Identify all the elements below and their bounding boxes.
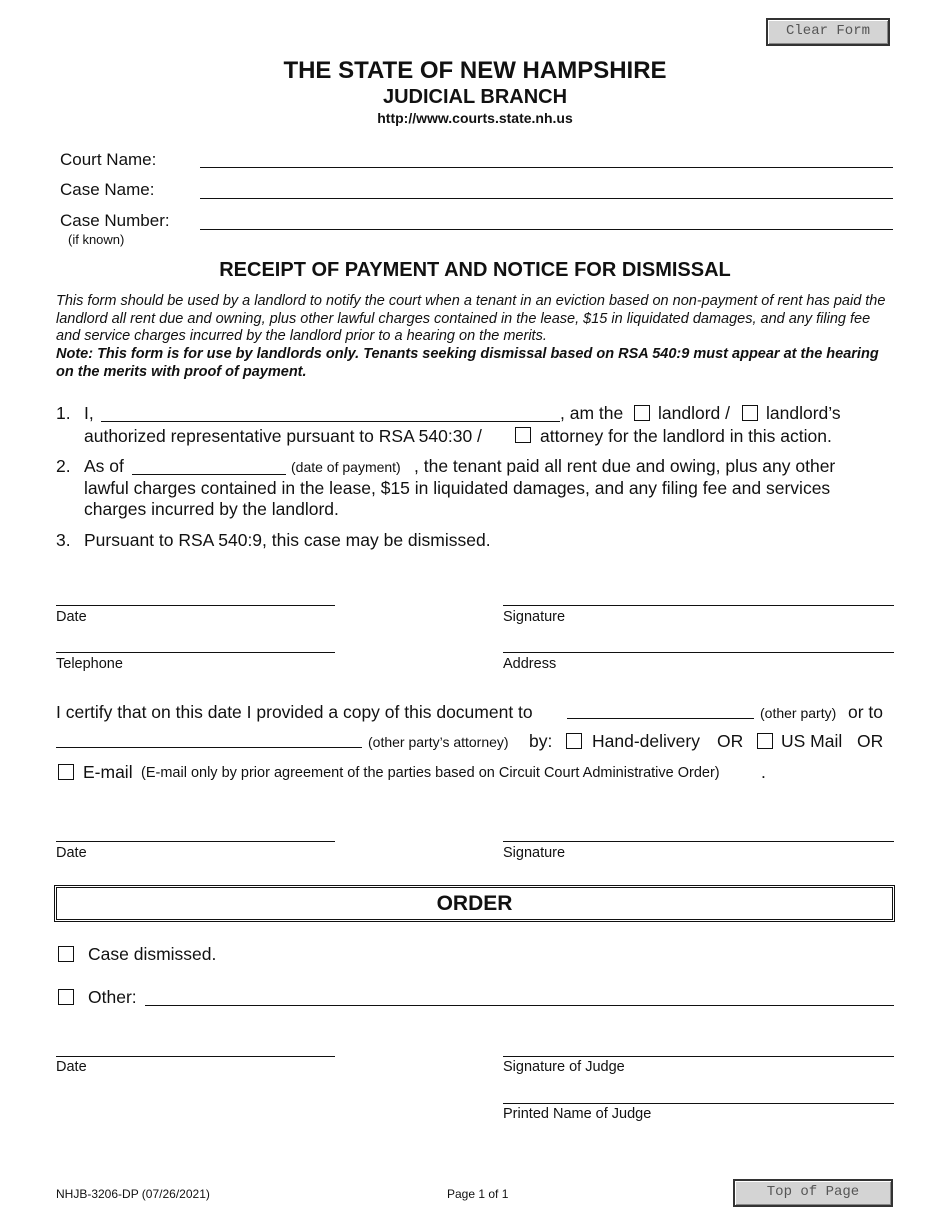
item1-landlords-label: landlord’s [766, 403, 841, 423]
item1-landlord-label: landlord / [658, 403, 730, 423]
telephone-label: Telephone [56, 656, 123, 672]
email-label: E-mail [83, 762, 133, 782]
certify-text: I certify that on this date I provided a copy of this document to [56, 702, 533, 722]
payment-date-field[interactable] [132, 474, 286, 475]
other-party-field[interactable] [567, 718, 754, 719]
item2-text3: charges incurred by the landlord. [84, 499, 339, 519]
order-heading: ORDER [54, 885, 895, 922]
item1-line2b: attorney for the landlord in this action. [540, 426, 832, 446]
other-order-field[interactable] [145, 1005, 894, 1006]
court-name-field[interactable] [200, 167, 893, 168]
judge-printed-name-label: Printed Name of Judge [503, 1106, 652, 1122]
cert-signature-label: Signature [503, 845, 566, 861]
court-url: http://www.courts.state.nh.us [377, 110, 573, 126]
landlord-checkbox[interactable] [634, 405, 650, 421]
cert-signature-field[interactable] [503, 841, 894, 842]
telephone-field[interactable] [56, 652, 335, 653]
order-date-label: Date [56, 1059, 87, 1075]
email-note: (E-mail only by prior agreement of the parties based on Circuit Court Administrative Order) [141, 765, 720, 781]
judge-printed-name-field[interactable] [503, 1103, 894, 1104]
clear-form-button[interactable]: Clear Form [766, 18, 890, 46]
case-name-label: Case Name: [60, 180, 155, 199]
court-name-label: Court Name: [60, 150, 157, 169]
case-dismissed-label: Case dismissed. [88, 944, 217, 964]
item2-date-hint: (date of payment) [291, 459, 401, 475]
if-known-note: (if known) [68, 232, 125, 247]
or-text-1: OR [717, 731, 744, 751]
other-checkbox[interactable] [58, 989, 74, 1005]
item1-number: 1. [56, 403, 71, 423]
address-field[interactable] [503, 652, 894, 653]
item3-text: Pursuant to RSA 540:9, this case may be dismissed. [84, 530, 491, 550]
by-text: by: [529, 731, 553, 751]
top-of-page-button[interactable]: Top of Page [733, 1179, 893, 1207]
form-title: RECEIPT OF PAYMENT AND NOTICE FOR DISMISSAL [219, 259, 731, 281]
us-mail-label: US Mail [781, 731, 843, 751]
hand-delivery-checkbox[interactable] [566, 733, 582, 749]
other-party-hint: (other party) [760, 705, 837, 721]
other-attorney-hint: (other party’s attorney) [368, 734, 509, 750]
date-label: Date [56, 609, 87, 625]
branch-title: JUDICIAL BRANCH [382, 86, 568, 108]
case-dismissed-checkbox[interactable] [58, 946, 74, 962]
intro-paragraph: This form should be used by a landlord to notify the court when a tenant in an eviction based on non-payment of rent has paid the landlord all rent due and owning, plus other lawful charges contained in the lease, $15 in liquidated damages, and any filing fee and service charges incurred by the landlord prior to a hearing on the merits. [56, 293, 886, 344]
us-mail-checkbox[interactable] [757, 733, 773, 749]
item3-number: 3. [56, 530, 71, 550]
or-text-2: OR [857, 731, 884, 751]
landlords-representative-checkbox[interactable] [742, 405, 758, 421]
page-number: Page 1 of 1 [447, 1187, 509, 1201]
judge-signature-field[interactable] [503, 1056, 894, 1057]
intro-note: Note: This form is for use by landlords only. Tenants seeking dismissal based on RSA 540:9 must appear at the hearing on the merits with proof of payment. [56, 346, 879, 380]
hand-delivery-label: Hand-delivery [592, 731, 700, 751]
form-id: NHJB-3206-DP (07/26/2021) [56, 1187, 210, 1201]
signature-label: Signature [503, 609, 566, 625]
email-checkbox[interactable] [58, 764, 74, 780]
case-number-field[interactable] [200, 229, 893, 230]
state-title: THE STATE OF NEW HAMPSHIRE [283, 57, 667, 84]
item2-number: 2. [56, 456, 71, 476]
other-attorney-field[interactable] [56, 747, 362, 748]
case-name-field[interactable] [200, 198, 893, 199]
cert-date-field[interactable] [56, 841, 335, 842]
case-number-label: Case Number: [60, 211, 170, 230]
attorney-checkbox[interactable] [515, 427, 531, 443]
item2-text2: lawful charges contained in the lease, $15 in liquidated damages, and any filing fee and services [84, 478, 831, 498]
item2-as-of: As of [84, 456, 124, 476]
item1-name-field[interactable] [101, 421, 560, 422]
judge-signature-label: Signature of Judge [503, 1059, 625, 1075]
order-date-field[interactable] [56, 1056, 335, 1057]
item1-am-the: , am the [560, 403, 624, 423]
item1-i: I, [84, 403, 94, 423]
date-field[interactable] [56, 605, 335, 606]
item1-line2a: authorized representative pursuant to RSA 540:30 / [84, 426, 482, 446]
cert-date-label: Date [56, 845, 87, 861]
item2-text1: , the tenant paid all rent due and owing, plus any other [414, 456, 836, 476]
or-to-text: or to [848, 702, 884, 722]
signature-field[interactable] [503, 605, 894, 606]
other-label: Other: [88, 987, 137, 1007]
address-label: Address [503, 656, 557, 672]
email-note-period: . [761, 762, 766, 782]
